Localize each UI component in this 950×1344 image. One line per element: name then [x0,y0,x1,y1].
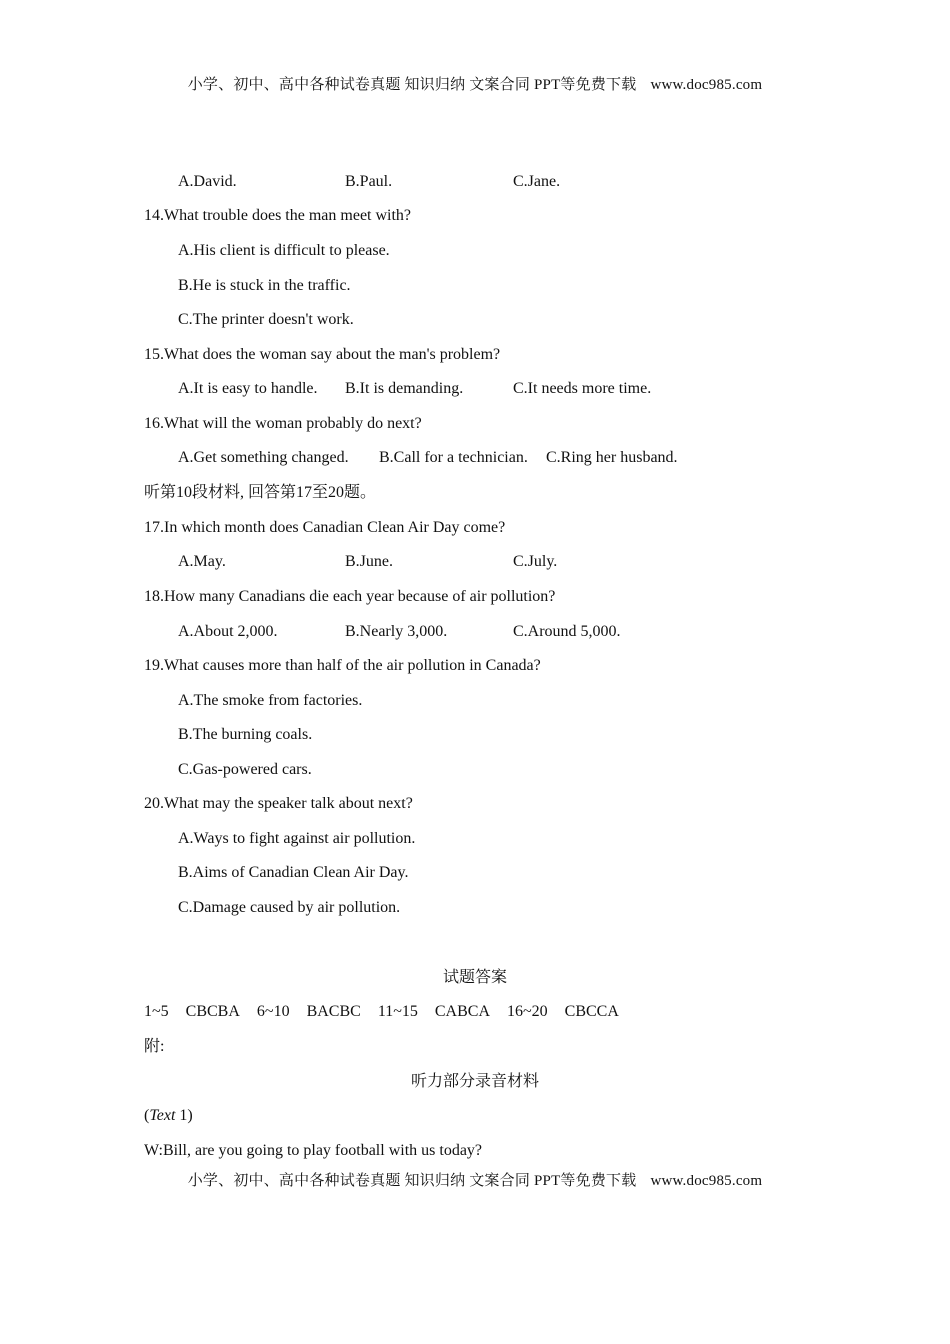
q18-option-b: B.Nearly 3,000. [345,623,448,640]
page-header [0,73,950,94]
section-10-instruction: 听第10段材料, 回答第17至20题。 [144,484,377,501]
q20-option-a: A.Ways to fight against air pollution. [178,830,416,847]
answer-range-3: 11~15 [377,1003,418,1020]
appendix-label: 附: [144,1038,165,1055]
answer-range-2: 6~10 [256,1003,290,1020]
q15-question: 15.What does the woman say about the man's problem? [144,346,501,363]
q17-option-c: C.July. [513,553,558,570]
q16-option-b: B.Call for a technician. [379,449,528,466]
answer-range-4: 16~20 [507,1003,548,1020]
header-text: 小学、初中、高中各种试卷真题 知识归纳 文案合同 PPT等免费下载 [187,77,637,93]
q15-option-b: B.It is demanding. [345,380,464,397]
header-url[interactable]: www.doc985.com [650,77,763,93]
q18-option-a: A.About 2,000. [178,623,278,640]
page-footer [0,1169,950,1190]
answers-title: 试题答案 [442,969,507,986]
answer-key-4: CBCCA [564,1003,619,1020]
q14-option-c: C.The printer doesn't work. [178,311,354,328]
transcript-line-1: W:Bill, are you going to play football with us today? [144,1142,483,1159]
q14-option-b: B.He is stuck in the traffic. [178,277,351,294]
q17-option-a: A.May. [178,553,226,570]
q16-question: 16.What will the woman probably do next? [144,415,422,432]
q20-option-c: C.Damage caused by air pollution. [178,899,401,916]
text-label-italic: Text [149,1107,176,1124]
transcript-text-label [144,1106,193,1126]
q19-option-c: C.Gas-powered cars. [178,761,312,778]
q13-option-b: B.Paul. [345,173,393,190]
text-label-open: ( [144,1107,150,1124]
q15-option-a: A.It is easy to handle. [178,380,318,397]
answer-key-2: BACBC [306,1003,361,1020]
q17-option-b: B.June. [345,553,393,570]
text-label-rest: 1) [175,1107,193,1124]
q20-option-b: B.Aims of Canadian Clean Air Day. [178,864,409,881]
q19-question: 19.What causes more than half of the air pollution in Canada? [144,657,541,674]
answer-range-1: 1~5 [144,1003,169,1020]
answer-key-3: CABCA [434,1003,490,1020]
q20-question: 20.What may the speaker talk about next? [144,795,413,812]
q13-option-a: A.David. [178,173,237,190]
answers-line [144,1002,636,1022]
q18-option-c: C.Around 5,000. [513,623,621,640]
q19-option-b: B.The burning coals. [178,726,313,743]
footer-text: 小学、初中、高中各种试卷真题 知识归纳 文案合同 PPT等免费下载 [187,1173,637,1189]
q15-option-c: C.It needs more time. [513,380,652,397]
q17-question: 17.In which month does Canadian Clean Air Day come? [144,519,506,536]
q16-option-a: A.Get something changed. [178,449,349,466]
answer-key-1: CBCBA [185,1003,240,1020]
q14-question: 14.What trouble does the man meet with? [144,207,412,224]
q16-option-c: C.Ring her husband. [546,449,678,466]
footer-url[interactable]: www.doc985.com [650,1173,763,1189]
q18-question: 18.How many Canadians die each year because of air pollution? [144,588,556,605]
q14-option-a: A.His client is difficult to please. [178,242,390,259]
q19-option-a: A.The smoke from factories. [178,692,363,709]
transcript-title: 听力部分录音材料 [410,1073,539,1090]
q13-option-c: C.Jane. [513,173,561,190]
